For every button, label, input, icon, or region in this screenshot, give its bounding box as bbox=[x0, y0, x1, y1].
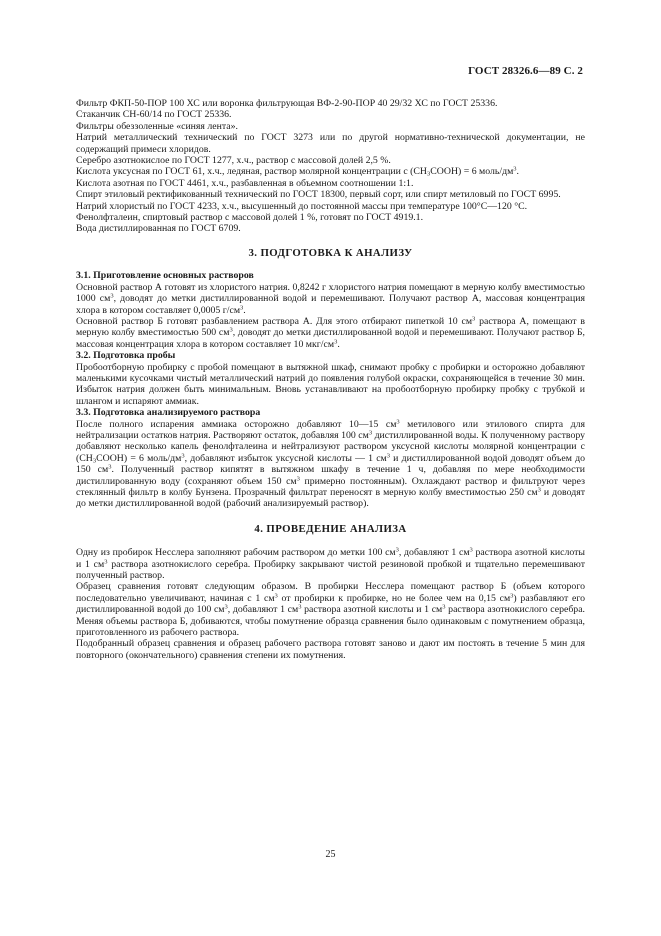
paragraph: Образец сравнения готовят следующим образом. В пробирки Несслера помещают раствор Б (объем которого последовательно увеличивают, начиная с 1 $см^3$ от пробирки к пробирке, но не более чем на 0,15 $см^3$) разбавляют его дистиллированной водой до 100 $см^3$, добавляют 1 $см^3$ раствора азотной кислоты и 1 $см^3$ раствора азотнокислого серебра. Меняя объемы раствора Б, добиваются, чтобы помутнение образца сравнения было одинаковым с помутнением образца, приготовленного из рабочего раствора. bbox=[76, 581, 585, 639]
reagent-item: Натрий металлический технический по ГОСТ 3273 или по другой нормативно-технической документации, не содержащий примеси хлоридов. bbox=[76, 132, 585, 155]
page-header: ГОСТ 28326.6—89 С. 2 bbox=[468, 65, 583, 77]
section-3-heading: 3. ПОДГОТОВКА К АНАЛИЗУ bbox=[248, 246, 413, 259]
paragraph: Одну из пробирок Несслера заполняют рабочим раствором до метки 100 $см^3$, добавляют 1 $см^3$ раствора азотной кислоты и 1 $см^3$ раствора азотнокислого серебра. Пробирку закрывают чистой резиновой пробкой и тщательно перемешивают полученный раствор. bbox=[76, 546, 585, 582]
page-number: 25 bbox=[325, 849, 336, 860]
reagent-item: Фенолфталеин, спиртовый раствор с массовой долей 1 %, готовят по ГОСТ 4919.1. bbox=[76, 212, 424, 224]
subsection-3-1-heading: 3.1. Приготовление основных растворов bbox=[76, 270, 254, 282]
reagent-item: Стаканчик СН-60/14 по ГОСТ 25336. bbox=[76, 109, 232, 121]
paragraph: Основной раствор Б готовят разбавлением раствора А. Для этого отбирают пипеткой 10 $см^3$ раствора А, помещают в мерную колбу вместимостью 500 $см^3$, доводят до метки дистиллированной водой и перемешивают. Получают раствор Б, массовая концентрация хлора в котором составляет 10 мкг/$см^3$. bbox=[76, 315, 585, 350]
paragraph: Основной раствор А готовят из хлористого натрия. 0,8242 г хлористого натрия помещают в мерную колбу вместимостью 1000 $см^3$, доводят до метки дистиллированной водой и перемешивают. Получают раствор А, массовая концентрация хлора в котором составляет 0,0005 $г/см^3$. bbox=[76, 281, 586, 316]
paragraph: Подобранный образец сравнения и образец рабочего раствора готовят заново и дают им постоять в течение 5 мин для повторного (окончательного) сравнения степени их помутнения. bbox=[76, 638, 585, 661]
document-body bbox=[76, 98, 585, 661]
reagent-item: Вода дистиллированная по ГОСТ 6709. bbox=[76, 223, 241, 235]
reagent-list bbox=[76, 98, 585, 235]
reagent-item: Кислота азотная по ГОСТ 4461, х.ч., разбавленная в объемном соотношении 1:1. bbox=[76, 177, 414, 189]
reagent-item: Натрий хлористый по ГОСТ 4233, х.ч., высушенный до постоянной массы при температуре 100°С—120 °С. bbox=[76, 200, 528, 212]
subsection-3-2-heading: 3.2. Подготовка пробы bbox=[76, 350, 176, 362]
subsection-3-3-heading: 3.3. Подготовка анализируемого раствора bbox=[76, 407, 261, 419]
paragraph: После полного испарения аммиака осторожно добавляют 10—15 $см^3$ метилового или этилового спирта для нейтрализации остатков натрия. Растворяют остаток, добавляя 100 $см^3$ дистиллированной воды. К полученному раствору добавляют несколько капель фенолфталеина и нейтрализуют раствором уксусной кислоты молярной концентрации c $(CH_3COOH) = 6$ моль/$дм^3$, добавляют избыток уксусной кислоты — 1 $см^3$ и дистиллированной водой доводят объем до 150 $см^3$. Полученный раствор кипятят в вытяжном шкафу в течение 1 ч, добавляя по мере необходимости дистиллированную воду (сохраняют объем 150 $см^3$ примерно постоянным). Охлаждают раствор и фильтруют через стеклянный фильтр в колбу Бунзена. Прозрачный фильтрат переносят в мерную колбу вместимостью 250 $см^3$ и доводят до метки дистиллированной водой (рабочий анализируемый раствор). bbox=[76, 418, 586, 510]
section-4-heading: 4. ПРОВЕДЕНИЕ АНАЛИЗА bbox=[254, 522, 407, 535]
reagent-item: Серебро азотнокислое по ГОСТ 1277, х.ч., раствор с массовой долей 2,5 %. bbox=[76, 155, 391, 167]
reagent-item: Кислота уксусная по ГОСТ 61, х.ч., ледяная, раствор молярной концентрации c $(CH_3COOH) = 6$ моль/$дм^3$. bbox=[76, 165, 519, 178]
reagent-item: Спирт этиловый ректификованный технический по ГОСТ 18300, первый сорт, или спирт метиловый по ГОСТ 6995. bbox=[76, 189, 561, 201]
paragraph: Пробоотборную пробирку с пробой помещают в вытяжной шкаф, снимают пробку с пробирки и осторожно добавляют маленькими кусочками чистый металлический натрий до появления голубой окраски, сохраняющейся в течение 30 мин. Избыток натрия должен быть минимальным. Вновь устанавливают на пробоотборную пробирку пробку с трубкой и шлангом и испаряют аммиак. bbox=[76, 361, 585, 407]
reagent-item: Фильтр ФКП-50-ПОР 100 ХС или воронка фильтрующая ВФ-2-90-ПОР 40 29/32 ХС по ГОСТ 25336. bbox=[76, 98, 498, 109]
reagent-item: Фильтры обеззоленные «синяя лента». bbox=[76, 120, 238, 132]
